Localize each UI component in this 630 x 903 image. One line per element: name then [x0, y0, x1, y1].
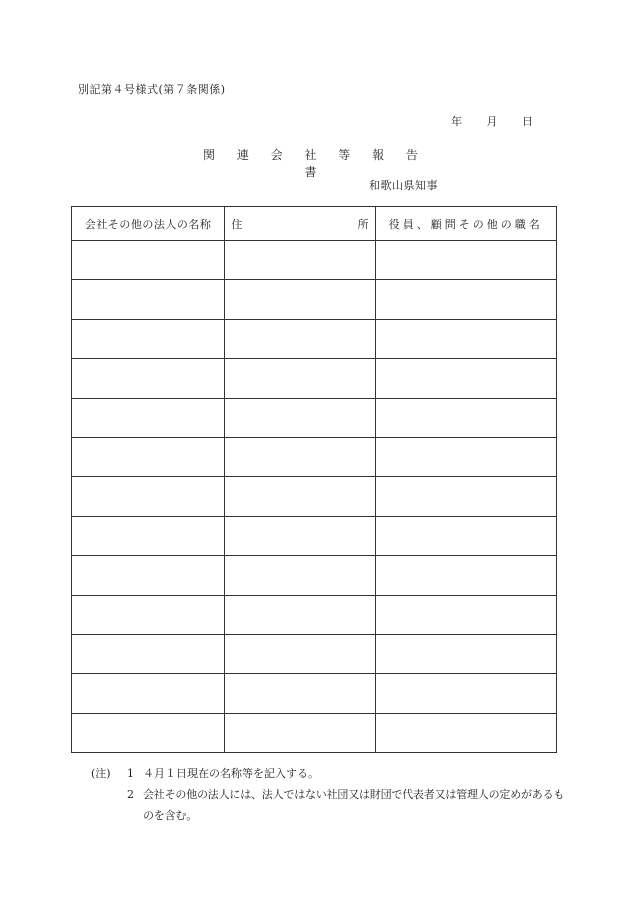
cell-role[interactable] — [375, 595, 556, 634]
note-row — [91, 784, 573, 826]
cell-address[interactable] — [225, 437, 375, 476]
cell-company-name[interactable] — [72, 477, 225, 516]
cell-address[interactable] — [225, 713, 375, 752]
cell-company-name[interactable] — [72, 674, 225, 713]
form-id: 別記第４号様式(第７条関係) — [78, 83, 226, 96]
cell-address[interactable] — [225, 516, 375, 555]
table-row — [72, 359, 557, 398]
note-text: ４月１日現在の名称等を記入する。 — [143, 767, 319, 780]
cell-role[interactable] — [375, 319, 556, 358]
note-row — [91, 763, 573, 784]
table-row — [72, 634, 557, 673]
report-table — [71, 206, 557, 753]
cell-address[interactable] — [225, 595, 375, 634]
cell-company-name[interactable] — [72, 398, 225, 437]
cell-address[interactable] — [225, 359, 375, 398]
cell-role[interactable] — [375, 359, 556, 398]
cell-role[interactable] — [375, 437, 556, 476]
cell-address[interactable] — [225, 241, 375, 280]
note-number: 2 — [127, 788, 134, 801]
cell-role[interactable] — [375, 634, 556, 673]
header-address-right: 所 — [357, 217, 369, 231]
note-text: 会社その他の法人には、法人ではない社団又は財団で代表者又は管理人の定めがあるものを含む。 — [143, 788, 565, 822]
table-row — [72, 319, 557, 358]
cell-company-name[interactable] — [72, 241, 225, 280]
cell-role[interactable] — [375, 477, 556, 516]
notes-label: (注) — [91, 767, 111, 780]
date-day-label: 日 — [522, 115, 533, 128]
cell-role[interactable] — [375, 674, 556, 713]
cell-company-name[interactable] — [72, 319, 225, 358]
cell-company-name[interactable] — [72, 359, 225, 398]
table-row — [72, 713, 557, 752]
cell-company-name[interactable] — [72, 280, 225, 319]
cell-address[interactable] — [225, 634, 375, 673]
cell-address[interactable] — [225, 674, 375, 713]
header-address-left: 住 — [231, 217, 243, 231]
table-row — [72, 674, 557, 713]
cell-address[interactable] — [225, 556, 375, 595]
cell-role[interactable] — [375, 713, 556, 752]
cell-address[interactable] — [225, 319, 375, 358]
table-row — [72, 437, 557, 476]
cell-company-name[interactable] — [72, 634, 225, 673]
addressee: 和歌山県知事 — [369, 179, 438, 192]
date-month-label: 月 — [486, 115, 498, 128]
cell-address[interactable] — [225, 398, 375, 437]
table-row — [72, 556, 557, 595]
note-number: 1 — [127, 767, 134, 780]
cell-company-name[interactable] — [72, 437, 225, 476]
cell-role[interactable] — [375, 241, 556, 280]
cell-company-name[interactable] — [72, 713, 225, 752]
table-row — [72, 398, 557, 437]
table-header-row — [72, 207, 557, 241]
table-row — [72, 516, 557, 555]
cell-role[interactable] — [375, 280, 556, 319]
table-row — [72, 595, 557, 634]
table-body — [72, 241, 557, 753]
header-company-name: 会社その他の法人の名称 — [72, 207, 225, 241]
cell-company-name[interactable] — [72, 516, 225, 555]
cell-company-name[interactable] — [72, 556, 225, 595]
cell-address[interactable] — [225, 477, 375, 516]
table-row — [72, 241, 557, 280]
cell-role[interactable] — [375, 398, 556, 437]
date-year-label: 年 — [451, 115, 462, 128]
cell-company-name[interactable] — [72, 595, 225, 634]
cell-role[interactable] — [375, 516, 556, 555]
date-line — [451, 113, 533, 129]
notes — [91, 763, 573, 826]
header-address — [225, 207, 375, 241]
table-row — [72, 280, 557, 319]
header-role: 役員、顧問その他の職名 — [375, 207, 556, 241]
table-row — [72, 477, 557, 516]
notes-label-spacer — [91, 784, 127, 826]
cell-role[interactable] — [375, 556, 556, 595]
cell-address[interactable] — [225, 280, 375, 319]
document-title: 関 連 会 社 等 報 告 書 — [203, 148, 427, 179]
